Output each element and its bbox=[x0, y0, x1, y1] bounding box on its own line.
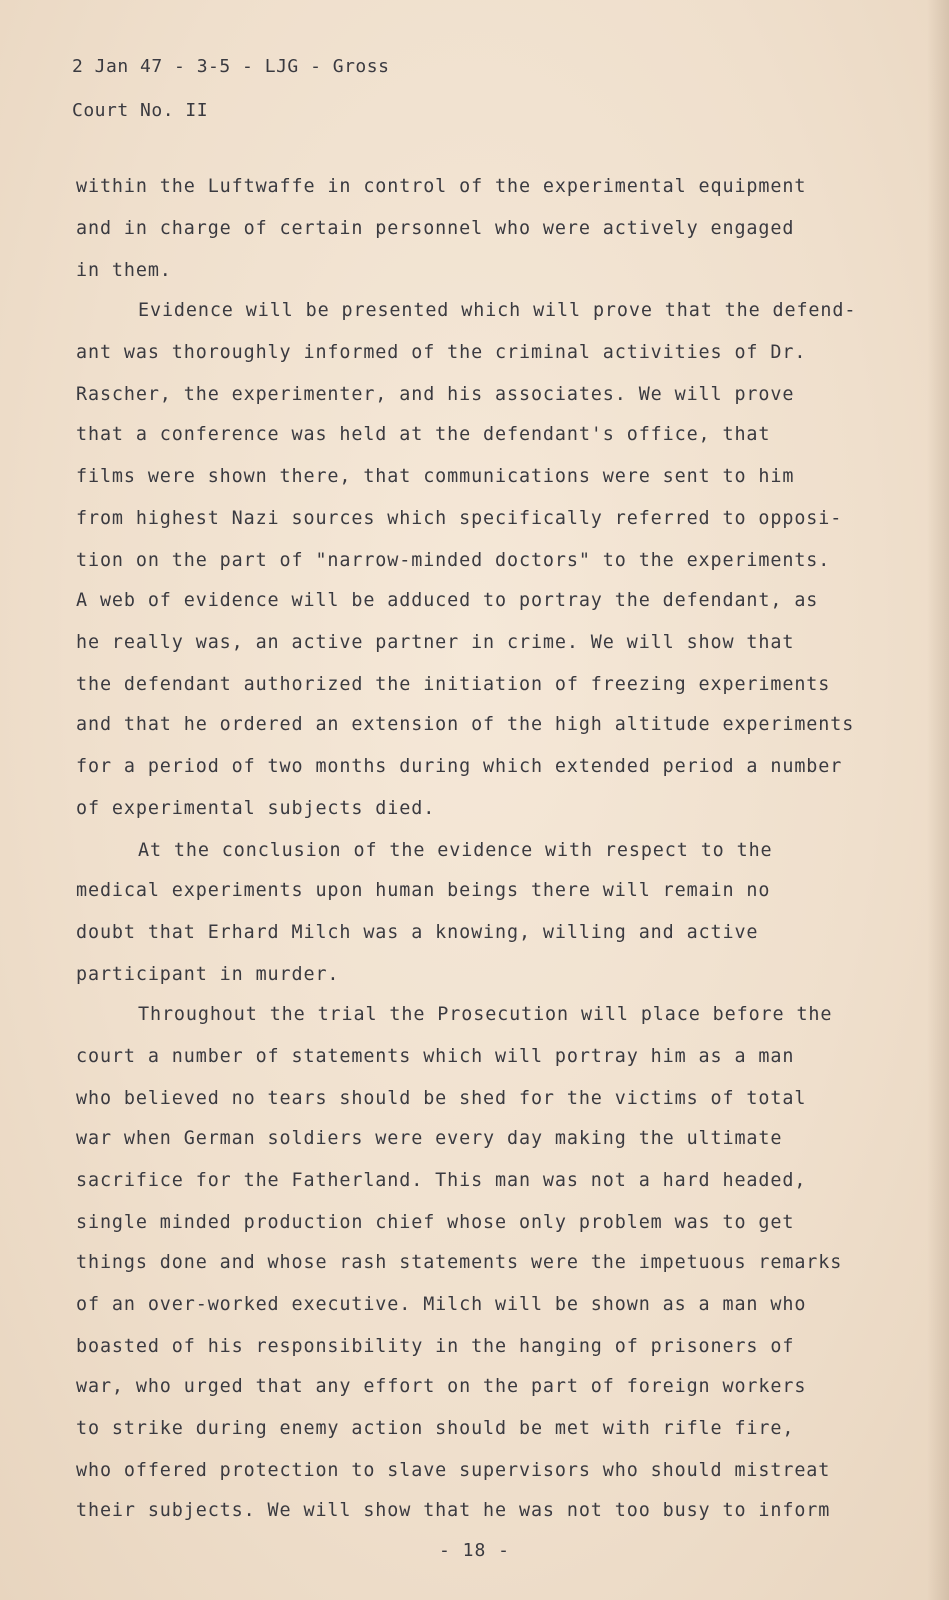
body-line: court a number of statements which will portray him as a man bbox=[76, 1046, 795, 1067]
body-line: participant in murder. bbox=[76, 964, 340, 985]
body-line: their subjects. We will show that he was not too busy to inform bbox=[76, 1500, 831, 1521]
body-line: Rascher, the experimenter, and his associates. We will prove bbox=[76, 384, 795, 405]
body-line: from highest Nazi sources which specifically referred to opposi- bbox=[76, 508, 843, 529]
body-line: films were shown there, that communications were sent to him bbox=[76, 466, 795, 487]
body-line: ant was thoroughly informed of the criminal activities of Dr. bbox=[76, 342, 807, 363]
body-line: medical experiments upon human beings there will remain no bbox=[76, 880, 771, 901]
body-line: the defendant authorized the initiation of freezing experiments bbox=[76, 674, 831, 695]
paragraph-start-line: Evidence will be presented which will prove that the defend- bbox=[138, 300, 857, 321]
paragraph-start-line: At the conclusion of the evidence with respect to the bbox=[138, 840, 773, 861]
body-line: who offered protection to slave supervisors who should mistreat bbox=[76, 1460, 831, 1481]
page-number: - 18 - bbox=[438, 1540, 511, 1561]
body-line: things done and whose rash statements were the impetuous remarks bbox=[76, 1252, 843, 1273]
body-line: doubt that Erhard Milch was a knowing, willing and active bbox=[76, 922, 759, 943]
body-line: A web of evidence will be adduced to portray the defendant, as bbox=[76, 590, 819, 611]
body-line: that a conference was held at the defendant's office, that bbox=[76, 424, 771, 445]
header-court-line: Court No. II bbox=[72, 100, 209, 121]
body-line: within the Luftwaffe in control of the experimental equipment bbox=[76, 176, 807, 197]
body-line: war, who urged that any effort on the part of foreign workers bbox=[76, 1376, 807, 1397]
header-reference-line: 2 Jan 47 - 3-5 - LJG - Gross bbox=[72, 56, 390, 77]
body-line: in them. bbox=[76, 260, 172, 281]
body-line: for a period of two months during which extended period a number bbox=[76, 756, 843, 777]
page-edge-shadow bbox=[927, 0, 949, 1600]
body-line: who believed no tears should be shed for the victims of total bbox=[76, 1088, 807, 1109]
body-line: of experimental subjects died. bbox=[76, 798, 436, 819]
body-line: war when German soldiers were every day making the ultimate bbox=[76, 1128, 783, 1149]
body-line: boasted of his responsibility in the hanging of prisoners of bbox=[76, 1336, 795, 1357]
body-line: single minded production chief whose only problem was to get bbox=[76, 1212, 795, 1233]
body-line: of an over-worked executive. Milch will be shown as a man who bbox=[76, 1294, 807, 1315]
body-line: to strike during enemy action should be met with rifle fire, bbox=[76, 1418, 795, 1439]
body-line: he really was, an active partner in crime. We will show that bbox=[76, 632, 795, 653]
body-line: and in charge of certain personnel who were actively engaged bbox=[76, 218, 795, 239]
body-line: and that he ordered an extension of the high altitude experiments bbox=[76, 714, 855, 735]
paragraph-start-line: Throughout the trial the Prosecution will place before the bbox=[138, 1004, 833, 1025]
body-line: tion on the part of "narrow-minded doctors" to the experiments. bbox=[76, 550, 831, 571]
body-line: sacrifice for the Fatherland. This man was not a hard headed, bbox=[76, 1170, 807, 1191]
